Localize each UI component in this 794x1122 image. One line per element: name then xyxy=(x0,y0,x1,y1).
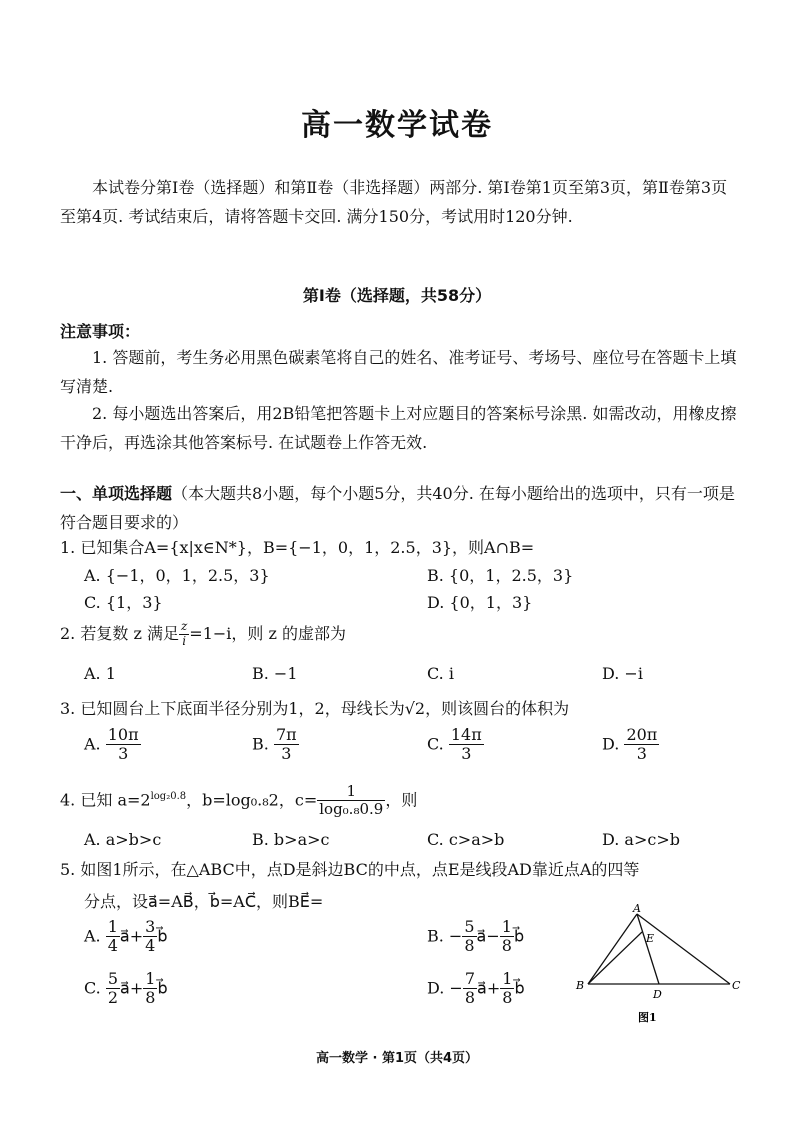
q2-stem xyxy=(60,620,346,649)
q3-b-den: 3 xyxy=(281,744,292,764)
q2-stem-pre: 2. 若复数 z 满足 xyxy=(60,623,179,643)
q5-d-end: b⃗ xyxy=(514,978,525,998)
q3-d-num: 20π xyxy=(626,725,658,744)
page-footer: 高一数学 · 第1页（共4页） xyxy=(315,1051,479,1066)
q2-stem-post: =1−i，则 z 的虚部为 xyxy=(189,623,347,643)
q4-stem-post: ，则 xyxy=(385,790,418,810)
q5-b-frac1 xyxy=(462,918,476,956)
part1-heading: 一、单项选择题 xyxy=(60,484,173,503)
q5-a-mid: a⃗+ xyxy=(119,926,144,946)
q5-a-f2-num: 3 xyxy=(145,917,156,936)
notice-item-2: 2. 每小题选出答案后，用2B铅笔把答题卡上对应题目的答案标号涂黑. 如需改动，用橡皮擦干净后，再选涂其他答案标号. 在试题卷上作答无效. xyxy=(60,404,737,452)
q5-b-f2-num: 1 xyxy=(501,917,512,936)
q3-option-d xyxy=(602,726,659,764)
part1-intro xyxy=(60,479,740,537)
point-b-label: B xyxy=(576,979,585,992)
q5-option-c-label: C. xyxy=(84,978,101,998)
q5-b-end: b⃗ xyxy=(513,926,525,946)
q3-option-b-label: B. xyxy=(252,734,269,754)
q5-stem-line2: 分点，设a⃗=AB⃗，b⃗=AC⃗，则BE⃗= xyxy=(84,892,324,911)
point-a-label: A xyxy=(633,902,641,915)
q1-option-a: A. {−1，0，1，2.5，3} xyxy=(84,566,270,585)
q5-d-frac2 xyxy=(500,970,514,1008)
q4-frac-den: log₀.₈0.9 xyxy=(319,800,384,819)
q5-option-d-label: D. − xyxy=(427,978,463,998)
q4-frac-num: 1 xyxy=(317,783,385,801)
q1-stem: 1. 已知集合A={x|x∈N*}，B={−1，0，1，2.5，3}，则A∩B= xyxy=(60,538,535,557)
q3-c-den: 3 xyxy=(461,744,472,764)
q5-d-mid: a⃗+ xyxy=(477,978,501,998)
q1-option-c: C. {1，3} xyxy=(84,593,163,612)
q3-option-d-fraction xyxy=(624,726,659,764)
q5-c-frac2 xyxy=(143,970,157,1008)
q5-b-f1-num: 5 xyxy=(464,917,475,936)
q5-stem-line1: 5. 如图1所示，在△ABC中，点D是斜边BC的中点，点E是线段AD靠近点A的四等 xyxy=(60,860,640,879)
q5-option-b-label: B. − xyxy=(427,926,463,946)
q3-a-den: 3 xyxy=(118,744,129,764)
q3-option-c-fraction xyxy=(449,726,484,764)
q5-c-f2-den: 8 xyxy=(145,988,156,1008)
q3-stem: 3. 已知圆台上下底面半径分别为1，2，母线长为√2，则该圆台的体积为 xyxy=(60,699,570,718)
q5-a-f2-den: 4 xyxy=(145,936,156,956)
q3-option-a-label: A. xyxy=(84,734,101,754)
q5-a-end: b⃗ xyxy=(157,926,168,946)
q5-c-end: b⃗ xyxy=(157,978,168,998)
q4-stem xyxy=(60,783,417,819)
q3-c-num: 14π xyxy=(450,725,482,744)
q5-d-f2-den: 8 xyxy=(502,988,513,1008)
q2-option-a: A. 1 xyxy=(84,664,116,683)
q5-d-f1-den: 8 xyxy=(464,988,476,1008)
page-title: 高一数学试卷 xyxy=(301,108,493,143)
intro-paragraph: 本试卷分第Ⅰ卷（选择题）和第Ⅱ卷（非选择题）两部分. 第Ⅰ卷第1页至第3页，第Ⅱ卷第3页至第4页. 考试结束后，请将答题卡交回. 满分150分，考试用时120分钟. xyxy=(60,178,728,226)
q2-option-b: B. −1 xyxy=(252,664,298,683)
q3-a-num: 10π xyxy=(107,725,139,744)
q3-option-c xyxy=(427,726,484,764)
q3-option-b xyxy=(252,726,299,764)
point-e-label: E xyxy=(646,932,655,945)
q2-option-d: D. −i xyxy=(602,664,643,683)
notice-item-1: 1. 答题前，考生务必用黑色碳素笔将自己的姓名、准考证号、考场号、座位号在答题卡上填写清楚. xyxy=(60,348,737,396)
q3-option-c-label: C. xyxy=(427,734,444,754)
segment-ad xyxy=(637,914,659,984)
point-d-label: D xyxy=(653,988,662,1001)
q5-option-d xyxy=(427,970,525,1008)
q4-option-c: C. c>a>b xyxy=(427,830,505,849)
q5-b-f1-den: 8 xyxy=(464,936,475,956)
q5-option-a-label: A. xyxy=(84,926,101,946)
q3-d-den: 3 xyxy=(636,744,647,764)
section-title: 第Ⅰ卷（选择题，共58分） xyxy=(302,286,492,305)
q3-option-a-fraction xyxy=(106,726,141,764)
q2-fraction xyxy=(179,620,189,649)
q5-option-b xyxy=(427,918,524,956)
q2-frac-num: z xyxy=(180,619,188,633)
part1-description: （本大题共8小题，每个小题5分，共40分. 在每小题给出的选项中，只有一项是符合题目要求的） xyxy=(60,484,735,532)
q5-option-a xyxy=(84,918,167,956)
q4-option-a: A. a>b>c xyxy=(84,830,162,849)
q5-d-f2-num: 1 xyxy=(502,969,513,988)
q5-c-f1-den: 2 xyxy=(107,988,119,1008)
q4-stem-mid: ，b=log₀.₈2，c= xyxy=(186,790,318,810)
q3-b-num: 7π xyxy=(275,725,297,744)
q2-frac-den: i xyxy=(182,633,187,648)
q2-option-c: C. i xyxy=(427,664,454,683)
q4-stem-pre: 4. 已知 a=2 xyxy=(60,790,151,810)
q5-a-frac1 xyxy=(106,918,120,956)
q5-c-frac1 xyxy=(106,970,120,1008)
q5-c-f2-num: 1 xyxy=(145,969,156,988)
q5-b-f2-den: 8 xyxy=(501,936,512,956)
segment-ab xyxy=(588,914,637,984)
segment-ac xyxy=(637,914,730,984)
q4-option-b: B. b>a>c xyxy=(252,830,330,849)
q3-option-a xyxy=(84,726,141,764)
q5-c-f1-num: 5 xyxy=(107,969,119,988)
q1-option-d: D. {0，1，3} xyxy=(427,593,533,612)
q4-option-d: D. a>c>b xyxy=(602,830,680,849)
triangle-figure xyxy=(570,902,750,1032)
q5-option-c xyxy=(84,970,168,1008)
q5-d-f1-num: 7 xyxy=(464,969,476,988)
point-c-label: C xyxy=(732,979,741,992)
q4-fraction xyxy=(317,783,385,819)
q3-option-d-label: D. xyxy=(602,734,620,754)
q3-option-b-fraction xyxy=(274,726,299,764)
q1-option-b: B. {0，1，2.5，3} xyxy=(427,566,574,585)
q5-b-frac2 xyxy=(500,918,514,956)
q5-a-frac2 xyxy=(143,918,157,956)
segment-be xyxy=(588,932,642,984)
q5-a-f1-den: 4 xyxy=(107,936,118,956)
q5-d-frac1 xyxy=(463,970,477,1008)
q5-b-mid: a⃗− xyxy=(476,926,500,946)
q5-c-mid: a⃗+ xyxy=(120,978,144,998)
notice-heading: 注意事项： xyxy=(60,322,141,341)
figure-caption: 图1 xyxy=(638,1011,657,1024)
q5-a-f1-num: 1 xyxy=(107,917,118,936)
q4-exponent: log₂0.8 xyxy=(150,790,187,802)
